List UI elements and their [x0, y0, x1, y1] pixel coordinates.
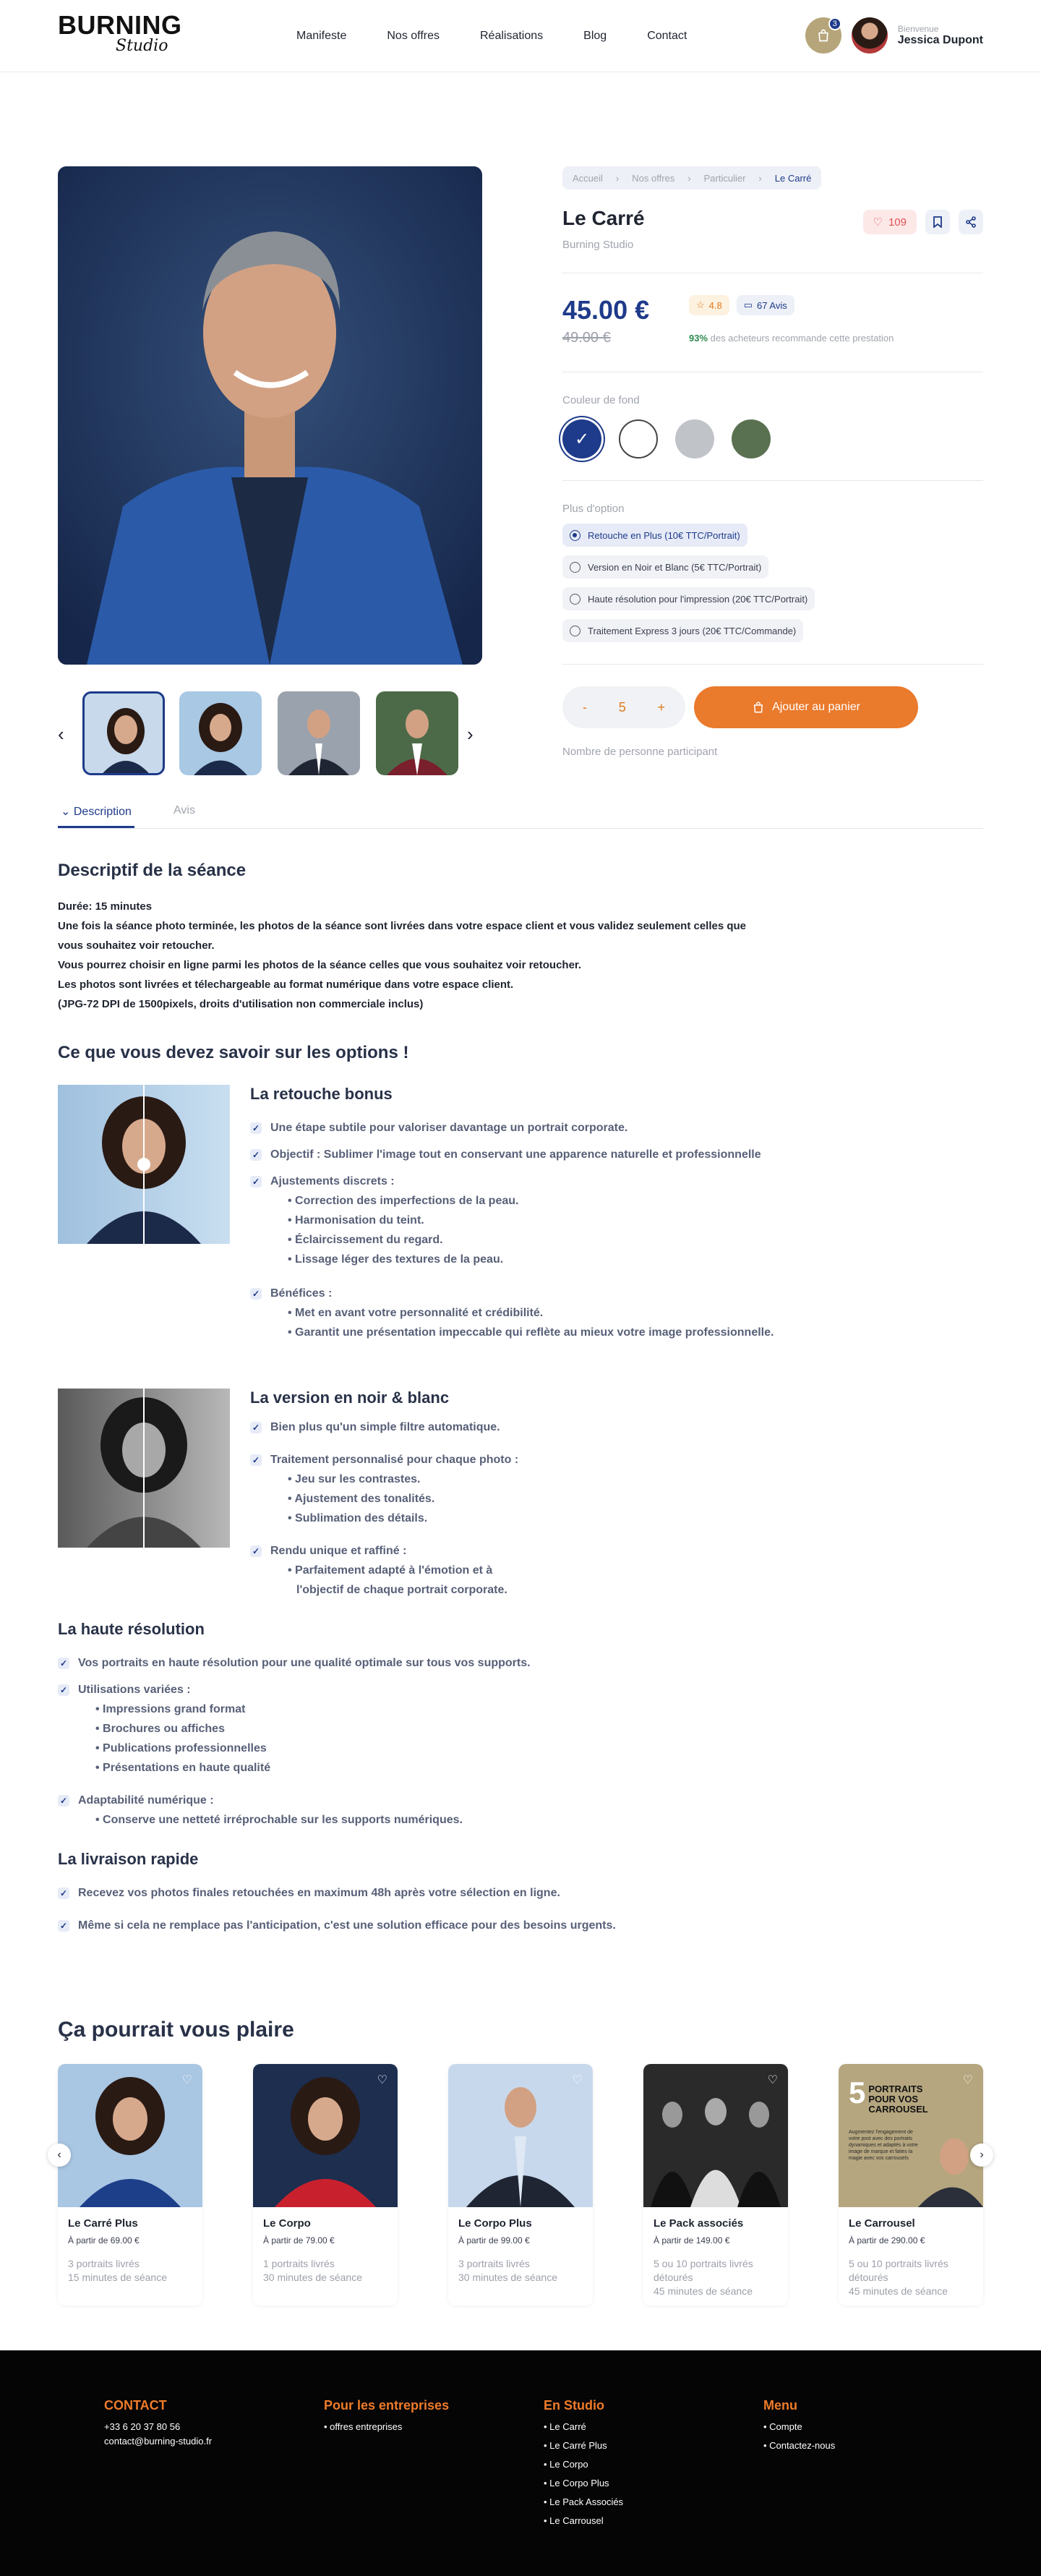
footer-link[interactable]: • Compte — [763, 2418, 835, 2436]
list-item: • Met en avant votre personnalité et crédibilité. — [288, 1303, 774, 1323]
card-meta: 30 minutes de séance — [263, 2272, 362, 2283]
options-heading: Ce que vous devez savoir sur les options ! — [58, 1043, 409, 1062]
option-haute-resolution[interactable] — [562, 587, 815, 610]
carousel-prev-button[interactable] — [48, 2144, 71, 2167]
user-avatar[interactable] — [852, 17, 888, 54]
footer-link[interactable]: • Le Corpo — [544, 2455, 623, 2474]
option-label: Version en Noir et Blanc (5€ TTC/Portrait) — [588, 561, 762, 573]
card-meta: 5 ou 10 portraits livrés — [849, 2258, 948, 2269]
footer-link[interactable]: • Contactez-nous — [763, 2436, 835, 2455]
chevron-down-icon: ⌄ — [61, 806, 71, 818]
carrousel-text: Augmentez l'engagement de votre post avec des portraits dynamiques et adaptés à votre image de marque et faites la magie avec vos carrousels — [849, 2130, 918, 2161]
card-title: Le Corpo — [263, 2217, 311, 2230]
suggestion-card[interactable] — [58, 2064, 202, 2306]
card-meta: 15 minutes de séance — [68, 2272, 167, 2283]
suggestions-section — [57, 2018, 984, 2297]
check-icon: ✓ — [250, 1288, 262, 1300]
suggestion-card[interactable] — [448, 2064, 593, 2306]
desc-line: Durée: 15 minutes — [58, 900, 153, 913]
color-label: Couleur de fond — [562, 394, 640, 406]
chevron-right-icon: › — [980, 2149, 984, 2161]
footer-link[interactable]: • Le Corpo Plus — [544, 2474, 623, 2493]
check-icon: ✓ — [58, 1888, 69, 1899]
logo-sub: Studio — [116, 36, 168, 55]
footer-studio-heading: En Studio — [544, 2398, 604, 2413]
card-image — [448, 2064, 593, 2207]
carrousel-title: PORTRAITS POUR VOS CARROUSEL — [868, 2084, 928, 2115]
card-meta: 1 portraits livrés — [263, 2258, 335, 2269]
retouche-image — [58, 1085, 230, 1244]
check-text: Même si cela ne remplace pas l'anticipation, c'est une solution efficace pour des besoins urgents. — [78, 1919, 616, 1932]
footer-email[interactable]: contact@burning-studio.fr — [104, 2436, 213, 2447]
card-meta: 30 minutes de séance — [458, 2272, 557, 2283]
crumb-particulier[interactable]: Particulier — [703, 172, 746, 184]
thumbnail-4[interactable] — [376, 691, 458, 775]
nav-offres[interactable]: Nos offres — [387, 29, 440, 42]
product-brand: Burning Studio — [562, 239, 634, 251]
radio-icon — [570, 530, 581, 541]
list-item: • Harmonisation du teint. — [288, 1211, 518, 1230]
retouche-heading: La retouche bonus — [250, 1085, 393, 1103]
card-price: À partir de 69.00 € — [68, 2235, 140, 2246]
heart-icon[interactable]: ♡ — [962, 2074, 973, 2086]
carrousel-number: 5 — [849, 2076, 866, 2110]
chevron-right-icon: › — [615, 172, 620, 184]
chevron-right-icon[interactable]: › — [467, 723, 474, 745]
heart-icon[interactable]: ♡ — [767, 2074, 778, 2086]
check-text: Utilisations variées : — [78, 1684, 191, 1696]
footer-link[interactable]: • Le Carré Plus — [544, 2436, 623, 2455]
list-item: • Parfaitement adapté à l'émotion et à — [288, 1561, 507, 1580]
suggestion-card[interactable] — [253, 2064, 398, 2306]
like-count: 109 — [888, 216, 907, 229]
color-swatches — [562, 419, 983, 459]
options-label: Plus d'option — [562, 503, 625, 515]
check-icon: ✓ — [250, 1422, 262, 1433]
cart-button[interactable] — [805, 17, 841, 54]
swatch-white[interactable] — [619, 419, 658, 459]
noir-blanc-heading: La version en noir & blanc — [250, 1389, 450, 1407]
list-item: • Publications professionnelles — [95, 1739, 270, 1758]
thumbnail-carousel — [58, 691, 492, 777]
tab-avis[interactable]: Avis — [174, 804, 195, 816]
chevron-left-icon[interactable]: ‹ — [58, 723, 64, 745]
list-item: • Brochures ou affiches — [95, 1719, 270, 1739]
thumbnail-1[interactable] — [82, 691, 165, 775]
card-image — [839, 2064, 983, 2207]
share-icon — [965, 216, 977, 228]
swatch-navy[interactable] — [562, 419, 601, 459]
list-item-continued: l'objectif de chaque portrait corporate. — [296, 1584, 507, 1596]
check-text: Traitement personnalisé pour chaque photo : — [270, 1454, 519, 1466]
old-price: 49.00 € — [562, 330, 611, 346]
heart-icon: ♡ — [873, 216, 883, 229]
footer-link[interactable]: • offres entreprises — [324, 2418, 449, 2436]
card-price: À partir de 149.00 € — [654, 2235, 730, 2246]
list-item: • Correction des imperfections de la peau. — [288, 1191, 518, 1211]
thumbnail-3[interactable] — [278, 691, 360, 775]
footer-contact-heading: CONTACT — [104, 2398, 167, 2413]
thumbnail-2[interactable] — [179, 691, 262, 775]
check-text: Recevez vos photos finales retouchées en maximum 48h après votre sélection en ligne. — [78, 1887, 560, 1899]
check-icon: ✓ — [574, 429, 590, 449]
radio-icon — [570, 594, 581, 605]
site-footer — [0, 2350, 1041, 2576]
quantity-stepper — [562, 686, 685, 728]
footer-phone[interactable]: +33 6 20 37 80 56 — [104, 2421, 181, 2432]
option-label: Haute résolution pour l'impression (20€ TTC/Portrait) — [588, 593, 808, 605]
livraison-heading: La livraison rapide — [58, 1850, 199, 1868]
desc-line: Vous pourrez choisir en ligne parmi les photos de la séance celles que vous souhaitez voir retoucher. — [58, 959, 582, 971]
card-image — [643, 2064, 788, 2207]
star-icon: ☆ — [696, 299, 705, 310]
chevron-right-icon: › — [758, 172, 762, 184]
welcome-text: Bienvenue — [897, 24, 939, 34]
check-text: Une étape subtile pour valoriser davantage un portrait corporate. — [270, 1122, 628, 1134]
carousel-next-button[interactable] — [970, 2144, 993, 2167]
nav-realisations[interactable]: Réalisations — [480, 29, 544, 42]
price: 45.00 € — [562, 295, 650, 325]
list-item: • Conserve une netteté irréprochable sur les supports numériques. — [95, 1810, 463, 1830]
nav-contact[interactable]: Contact — [647, 29, 687, 42]
reviews-badge[interactable] — [737, 295, 794, 315]
logo-main: BURNING — [58, 9, 182, 40]
site-header — [0, 0, 1041, 72]
card-title: Le Carré Plus — [68, 2217, 138, 2230]
recommend-text — [689, 333, 894, 344]
check-icon: ✓ — [58, 1684, 69, 1696]
list-item: • Ajustement des tonalités. — [288, 1489, 518, 1509]
footer-link[interactable]: • Le Carrousel — [544, 2512, 623, 2530]
check-icon: ✓ — [58, 1920, 69, 1932]
footer-link[interactable]: • Le Carré — [544, 2418, 623, 2436]
check-text: Bénéfices : — [270, 1287, 333, 1300]
main-nav — [296, 30, 687, 43]
rating-value: 4.8 — [708, 299, 722, 311]
list-item: • Sublimation des détails. — [288, 1509, 518, 1528]
check-icon: ✓ — [250, 1545, 262, 1557]
like-button[interactable] — [863, 210, 917, 234]
list-item: • Lissage léger des textures de la peau. — [288, 1250, 518, 1269]
logo[interactable] — [58, 9, 182, 60]
option-label: Traitement Express 3 jours (20€ TTC/Commande) — [588, 625, 797, 636]
card-image — [58, 2064, 202, 2207]
heart-icon[interactable]: ♡ — [181, 2074, 192, 2086]
add-to-cart-button[interactable] — [694, 686, 918, 728]
comment-icon: ▭ — [743, 299, 753, 310]
suggestions-heading: Ça pourrait vous plaire — [58, 2018, 294, 2042]
rating-badge — [689, 295, 729, 315]
swatch-grey[interactable] — [675, 419, 714, 459]
share-button[interactable] — [959, 210, 983, 234]
list-item: • Éclaircissement du regard. — [288, 1230, 518, 1250]
reviews-count: 67 Avis — [757, 299, 787, 311]
card-image — [253, 2064, 398, 2207]
footer-entreprises-heading: Pour les entreprises — [324, 2398, 450, 2413]
option-label: Retouche en Plus (10€ TTC/Portrait) — [588, 529, 740, 541]
suggestion-card[interactable] — [839, 2064, 983, 2306]
card-meta: 45 minutes de séance — [849, 2285, 948, 2297]
desc-heading: Descriptif de la séance — [58, 861, 247, 880]
list-item: • Jeu sur les contrastes. — [288, 1470, 518, 1489]
desc-line: Les photos sont livrées et télechargeable au format numérique dans votre espace client. — [58, 978, 514, 991]
qty-value[interactable]: 5 — [618, 699, 626, 715]
qty-minus-button[interactable]: - — [583, 699, 587, 715]
shopping-bag-icon — [752, 701, 765, 714]
card-price: À partir de 290.00 € — [849, 2235, 925, 2246]
card-meta: 45 minutes de séance — [654, 2285, 753, 2297]
breadcrumb — [562, 166, 821, 189]
nav-blog[interactable]: Blog — [583, 29, 607, 42]
recommend-label: des acheteurs recommande cette prestation — [710, 333, 894, 344]
list-item: • Présentations en haute qualité — [95, 1758, 270, 1778]
chevron-left-icon: ‹ — [57, 2149, 61, 2161]
qty-plus-button[interactable]: + — [657, 699, 665, 715]
check-icon: ✓ — [250, 1176, 262, 1187]
card-meta: 3 portraits livrés — [458, 2258, 530, 2269]
card-meta: détourés — [654, 2272, 693, 2283]
check-icon: ✓ — [250, 1149, 262, 1161]
suggestion-card[interactable] — [643, 2064, 788, 2306]
desc-line: (JPG-72 DPI de 1500pixels, droits d'utilisation non commerciale inclus) — [58, 998, 424, 1010]
card-title: Le Corpo Plus — [458, 2217, 532, 2230]
bookmark-icon — [933, 216, 943, 228]
check-icon: ✓ — [250, 1454, 262, 1466]
nav-manifeste[interactable]: Manifeste — [296, 29, 347, 42]
add-to-cart-label: Ajouter au panier — [772, 701, 860, 713]
haute-resolution-heading: La haute résolution — [58, 1620, 205, 1638]
tab-description[interactable] — [58, 804, 134, 828]
card-meta: détourés — [849, 2272, 888, 2283]
card-price: À partir de 79.00 € — [263, 2235, 335, 2246]
chevron-right-icon: › — [687, 172, 691, 184]
footer-link[interactable]: • Le Pack Associés — [544, 2493, 623, 2512]
desc-line: vous souhaitez voir retoucher. — [58, 939, 215, 952]
crumb-offres[interactable]: Nos offres — [632, 172, 675, 184]
bookmark-button[interactable] — [925, 210, 950, 234]
radio-icon — [570, 626, 581, 636]
card-meta: 3 portraits livrés — [68, 2258, 140, 2269]
tab-label: Description — [73, 806, 132, 818]
desc-text — [58, 897, 983, 1014]
option-express[interactable] — [562, 619, 803, 642]
check-text: Ajustements discrets : — [270, 1175, 395, 1187]
user-name[interactable]: Jessica Dupont — [897, 34, 983, 46]
check-text: Rendu unique et raffiné : — [270, 1545, 407, 1557]
cart-count-badge: 3 — [828, 17, 841, 30]
check-text: Vos portraits en haute résolution pour une qualité optimale sur tous vos supports. — [78, 1657, 531, 1669]
list-item: • Impressions grand format — [95, 1699, 270, 1719]
check-text: Bien plus qu'un simple filtre automatique. — [270, 1421, 500, 1433]
noir-blanc-image — [58, 1389, 230, 1548]
participants-label: Nombre de personne participant — [562, 746, 718, 758]
recommend-pct: 93% — [689, 333, 708, 344]
list-item: • Garantit une présentation impeccable qui reflète au mieux votre image professionnelle. — [288, 1323, 774, 1342]
card-title: Le Pack associés — [654, 2217, 744, 2230]
description-content — [58, 861, 983, 1935]
check-icon: ✓ — [58, 1658, 69, 1669]
card-price: À partir de 99.00 € — [458, 2235, 530, 2246]
product-main-image — [58, 166, 482, 665]
product-tabs — [58, 798, 983, 829]
check-icon: ✓ — [250, 1122, 262, 1134]
option-noir-blanc[interactable] — [562, 555, 768, 579]
card-meta: 5 ou 10 portraits livrés — [654, 2258, 753, 2269]
product-title: Le Carré — [562, 207, 645, 229]
check-text: Adaptabilité numérique : — [78, 1794, 214, 1807]
check-text: Objectif : Sublimer l'image tout en conservant une apparence naturelle et professionnelle — [270, 1148, 761, 1161]
heart-icon[interactable]: ♡ — [377, 2074, 387, 2086]
crumb-current: Le Carré — [774, 172, 812, 184]
swatch-green[interactable] — [732, 419, 771, 459]
shopping-bag-icon — [816, 28, 831, 43]
option-retouche[interactable] — [562, 524, 747, 547]
desc-line: Une fois la séance photo terminée, les photos de la séance sont livrées dans votre espace client et vous validez seulement celles que — [58, 920, 747, 932]
card-title: Le Carrousel — [849, 2217, 915, 2230]
heart-icon[interactable]: ♡ — [572, 2074, 583, 2086]
radio-icon — [570, 562, 581, 573]
check-icon: ✓ — [58, 1795, 69, 1807]
footer-menu-heading: Menu — [763, 2398, 797, 2413]
crumb-accueil[interactable]: Accueil — [573, 172, 603, 184]
